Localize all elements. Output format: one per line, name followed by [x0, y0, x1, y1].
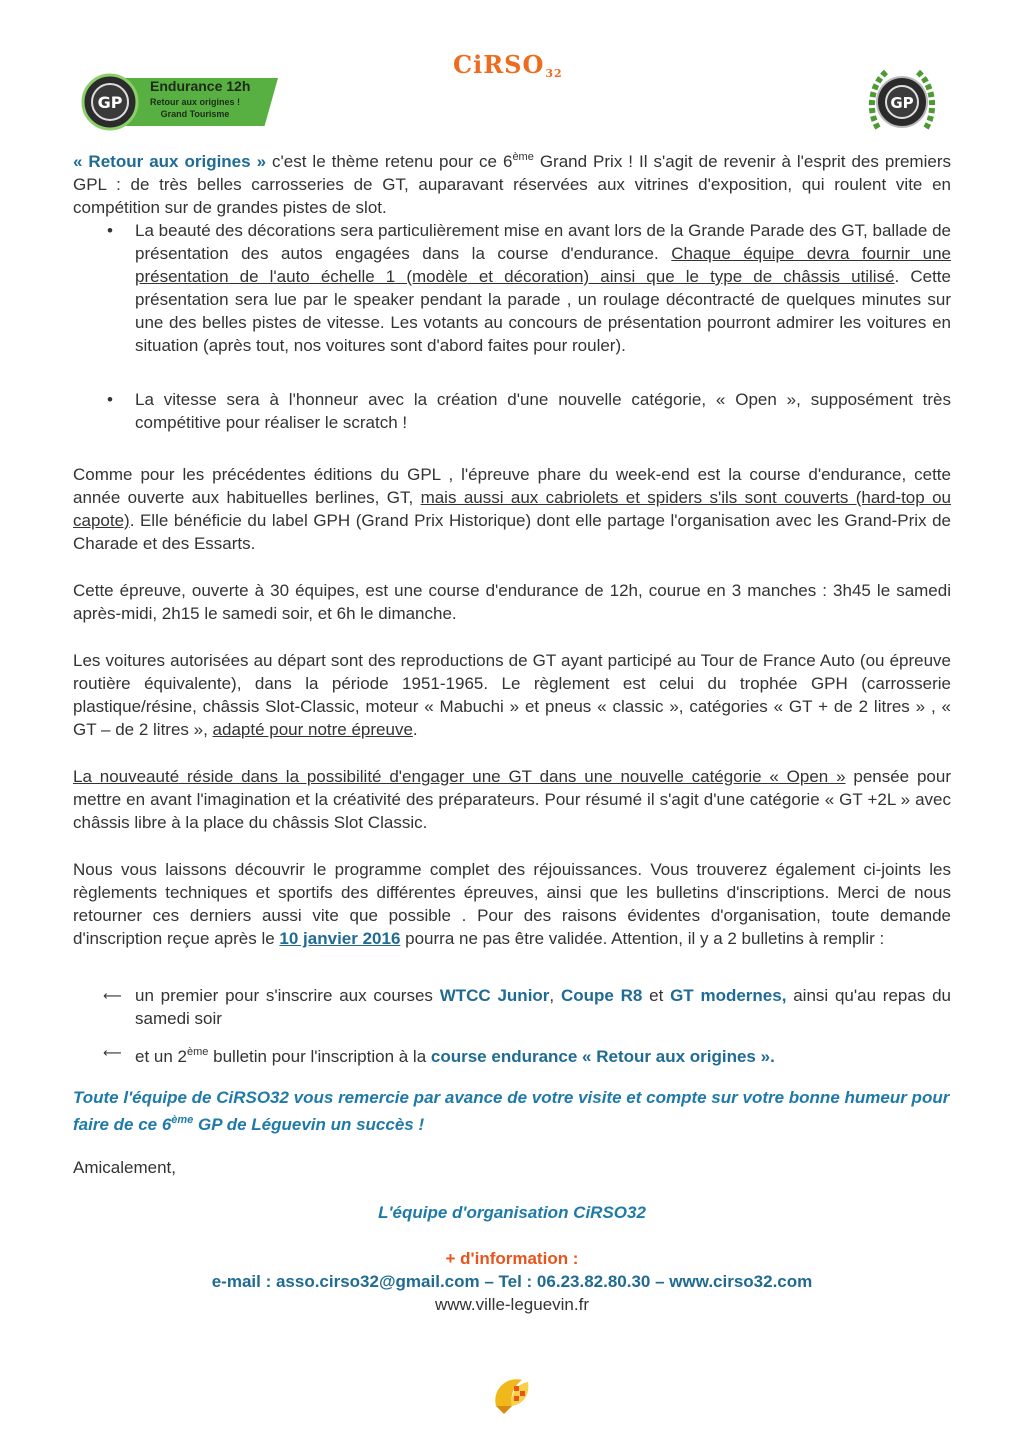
endurance-badge [80, 72, 280, 132]
paragraph-format: Cette épreuve, ouverte à 30 équipes, est une course d'endurance de 12h, courue en 3 manches : 3h45 le samedi après-midi, 2h15 le samedi soir, et 6h le dimanche. [73, 581, 951, 623]
bullet-open-category: La vitesse sera à l'honneur avec la création d'une nouvelle catégorie, « Open », supposément très compétitive pour réaliser le scratch ! [135, 390, 951, 432]
signature: L'équipe d'organisation CiRSO32 [378, 1203, 646, 1222]
cirso-footer-logo-icon [490, 1372, 534, 1418]
badge-title: Endurance 12h [150, 78, 251, 94]
gp-laurel-emblem-icon [866, 62, 938, 140]
deadline-date: 10 janvier 2016 [279, 929, 401, 948]
contact-line[interactable]: e-mail : asso.cirso32@gmail.com – Tel : 06.23.82.80.30 – www.cirso32.com [211, 1272, 813, 1291]
bullet-dot: • [107, 390, 113, 409]
paragraph-novelty: La nouveauté réside dans la possibilité d'engager une GT dans une nouvelle catégorie « Open » pensée pour mettre en avant l'imagination et la créativité des préparateurs. Pour résumé il s'agit d'une catégorie « GT +2L » avec châssis libre à la place du châssis Slot Classic. [73, 767, 951, 832]
website-link[interactable]: www.ville-leguevin.fr [435, 1295, 589, 1314]
paragraph-rules: Les voitures autorisées au départ sont des reproductions de GT ayant participé au Tour de France Auto (ou épreuve routière équivalente), dans la période 1951-1965. Le règlement est celui du trophée GPH (carrosserie plastique/résine, châssis Slot-Classic, moteur « Mabuchi » et pneus « classic », catégories « GT + de 2 litres » , « GT – de 2 litres », adapté pour notre épreuve. [73, 651, 951, 739]
badge-subtitle: Retour aux origines ! Grand Tourisme [150, 97, 241, 119]
intro-paragraph: « Retour aux origines » c'est le thème retenu pour ce 6ème Grand Prix ! Il s'agit de revenir à l'esprit des premiers GPL : de très belles carrosseries de GT, auparavant réservées aux vitrines d'exposition, qui roulent vite en compétition sur de grandes pistes de slot. [73, 151, 951, 217]
arrow-bullet-icon: ⟵ [103, 988, 122, 1003]
registration-item-races: un premier pour s'inscrire aux courses WTCC Junior, Coupe R8 et GT modernes, ainsi qu'au repas du samedi soir [135, 986, 952, 1028]
arrow-bullet-icon: ⟵ [103, 1045, 122, 1060]
gp-emblem-icon [80, 72, 140, 132]
svg-text:GP: GP [890, 94, 914, 112]
bullet-parade: La beauté des décorations sera particulièrement mise en avant lors de la Grande Parade des GT, ballade de présentation des autos engagées dans la course d'endurance. Chaque équipe devra fournir une présentation de l'auto échelle 1 (modèle et décoration) ainsi que le type de châssis utilisé. Cette présentation sera lue par le speaker pendant la parade , un roulage décontracté de quelques minutes sur une des belles pistes de vitesse. Les votants au concours de présentation pourront admirer les voitures en situation (après tout, nos voitures sont d'abord faites pour rouler). [135, 221, 951, 355]
info-title: + d'information : [445, 1249, 579, 1268]
paragraph-registration: Nous vous laissons découvrir le programme complet des réjouissances. Vous trouverez également ci-joints les règlements techniques et sportifs des différentes épreuves, ainsi que les bulletins d'inscriptions. Merci de nous retourner ces derniers aussi vite que possible . Pour des raisons évidentes d'organisation, toute demande d'inscription reçue après le 10 janvier 2016 pourra ne pas être validée. Attention, il y a 2 bulletins à remplir : [73, 860, 951, 948]
closing-message: Toute l'équipe de CiRSO32 vous remercie par avance de votre visite et compte sur votre bonne humeur pour faire de ce 6ème GP de Léguevin un succès ! [73, 1088, 950, 1134]
bullet-dot: • [107, 221, 113, 240]
greeting: Amicalement, [73, 1158, 176, 1177]
paragraph-endurance: Comme pour les précédentes éditions du GPL , l'épreuve phare du week-end est la course d'endurance, cette année ouverte aux habituelles berlines, GT, mais aussi aux cabriolets et spiders s'ils sont couverts (hard-top ou capote). Elle bénéficie du label GPH (Grand Prix Historique) dont elle partage l'organisation avec les Grand-Prix de Charade et des Essarts. [73, 465, 951, 553]
registration-item-endurance: et un 2ème bulletin pour l'inscription à la course endurance « Retour aux origines ». [135, 1046, 775, 1066]
cirso-logo: CiRSO32 [453, 50, 563, 80]
svg-text:GP: GP [97, 93, 123, 112]
